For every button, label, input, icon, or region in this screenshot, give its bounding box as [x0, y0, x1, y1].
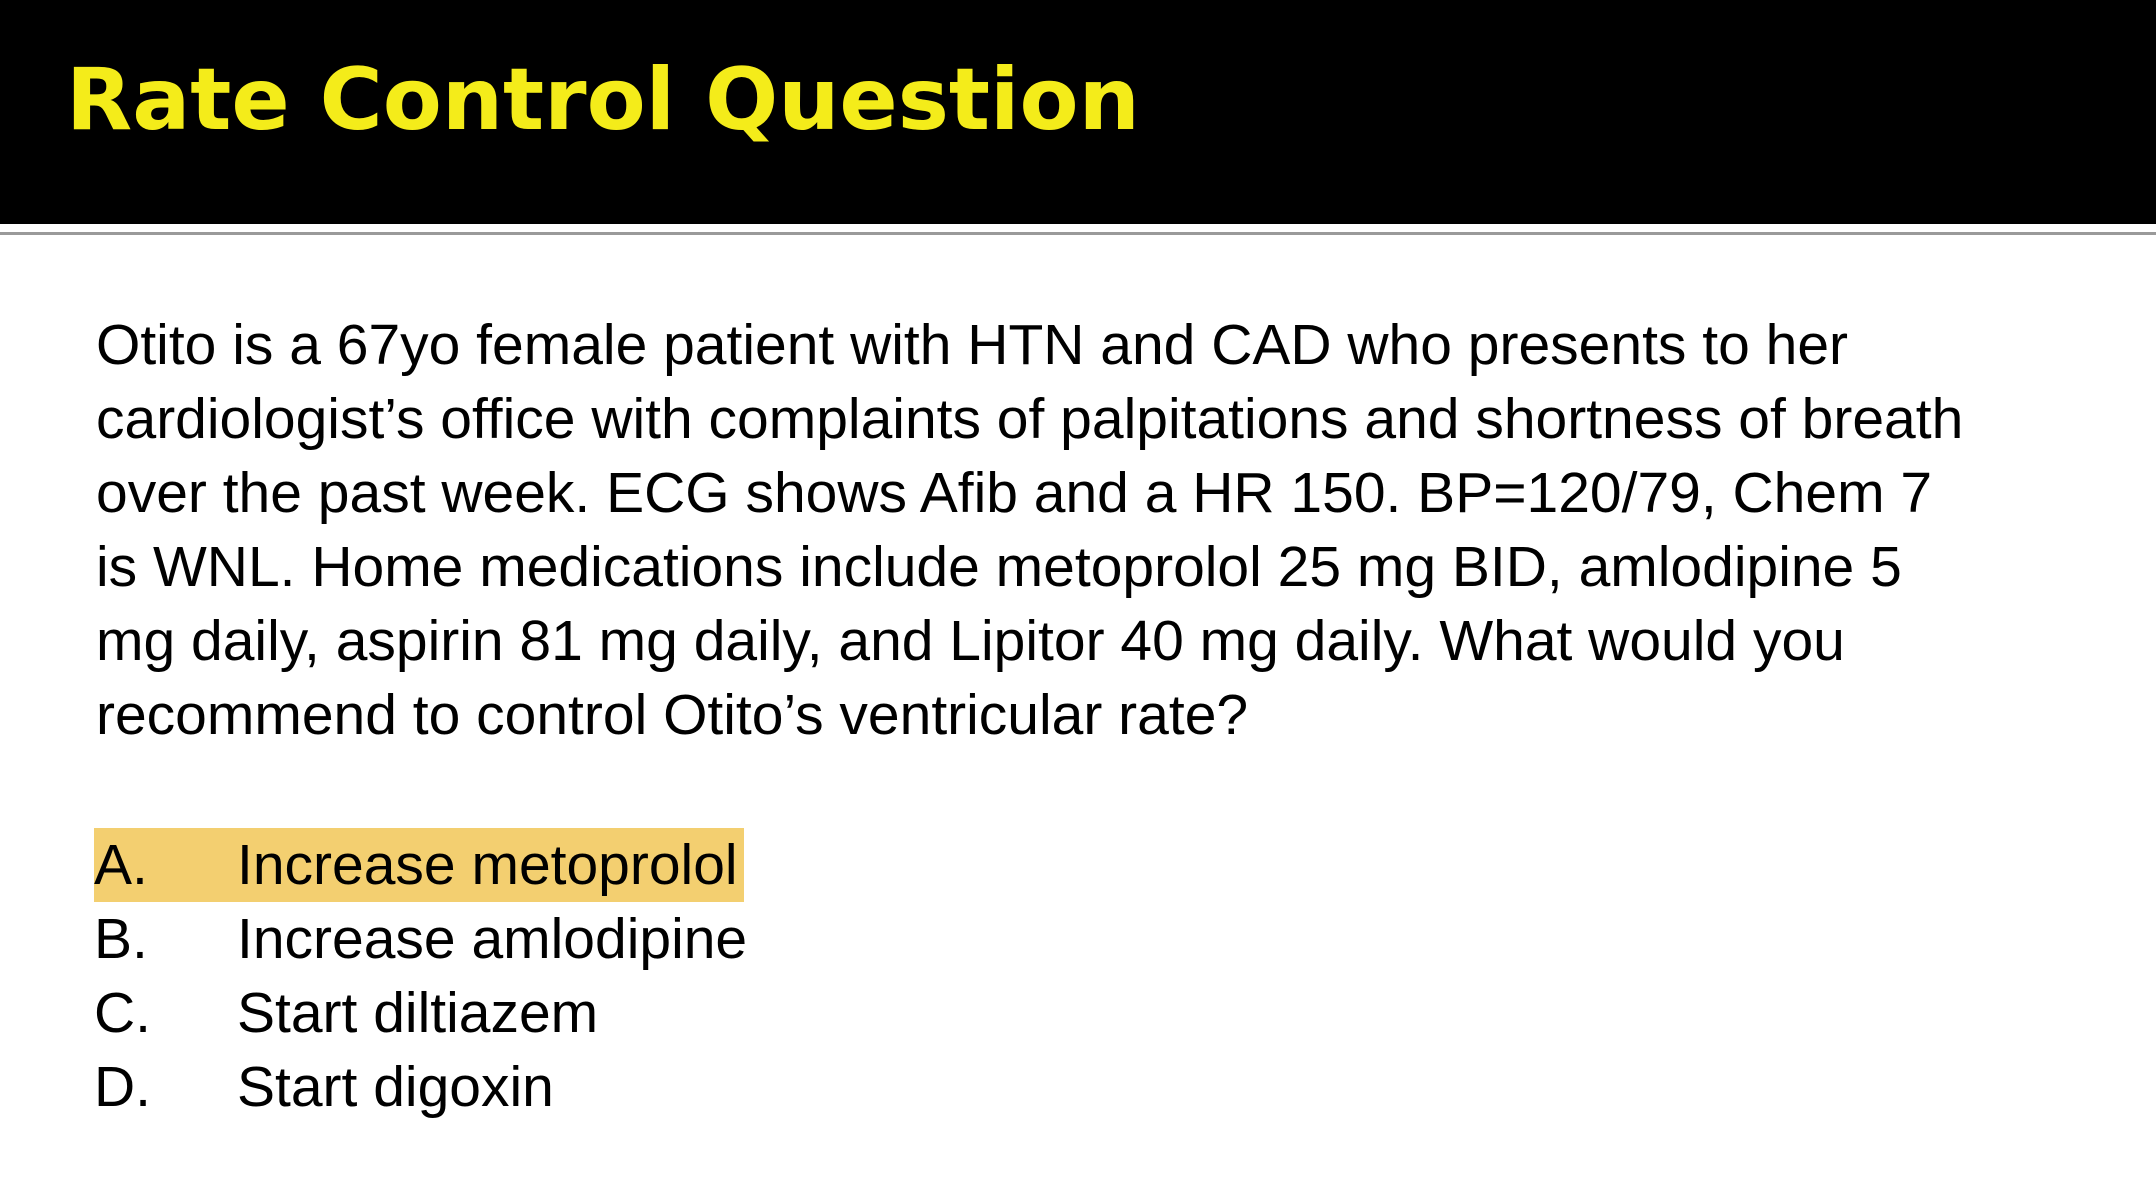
option-text: Start diltiazem — [237, 981, 599, 1045]
question-line: is WNL. Home medications include metoprolol 25 mg BID, amlodipine 5 — [96, 535, 1902, 599]
question-line: Otito is a 67yo female patient with HTN and CAD who presents to her — [96, 313, 1848, 377]
title-divider — [0, 232, 2156, 235]
option-d — [94, 1050, 747, 1124]
option-b — [94, 902, 747, 976]
question-line: over the past week. ECG shows Afib and a HR 150. BP=120/79, Chem 7 — [96, 461, 1933, 525]
option-row-c — [94, 976, 747, 1050]
option-letter: B. — [94, 907, 148, 971]
question-text — [96, 308, 2136, 752]
option-row-a — [94, 828, 747, 902]
title-bar — [0, 0, 2156, 224]
question-line: recommend to control Otito’s ventricular rate? — [96, 683, 1249, 747]
option-text: Increase metoprolol — [237, 833, 738, 897]
slide-title: Rate Control Question — [66, 50, 1140, 150]
option-c — [94, 976, 747, 1050]
option-a-highlighted — [94, 828, 744, 902]
question-line: mg daily, aspirin 81 mg daily, and Lipitor 40 mg daily. What would you — [96, 609, 1845, 673]
option-row-d — [94, 1050, 747, 1124]
question-line: cardiologist’s office with complaints of palpitations and shortness of breath — [96, 387, 1964, 451]
option-text: Increase amlodipine — [237, 907, 748, 971]
option-letter: A. — [94, 833, 148, 897]
option-text: Start digoxin — [237, 1055, 554, 1119]
option-letter: D. — [94, 1055, 151, 1119]
answer-options — [94, 828, 747, 1124]
option-row-b — [94, 902, 747, 976]
option-letter: C. — [94, 981, 151, 1045]
